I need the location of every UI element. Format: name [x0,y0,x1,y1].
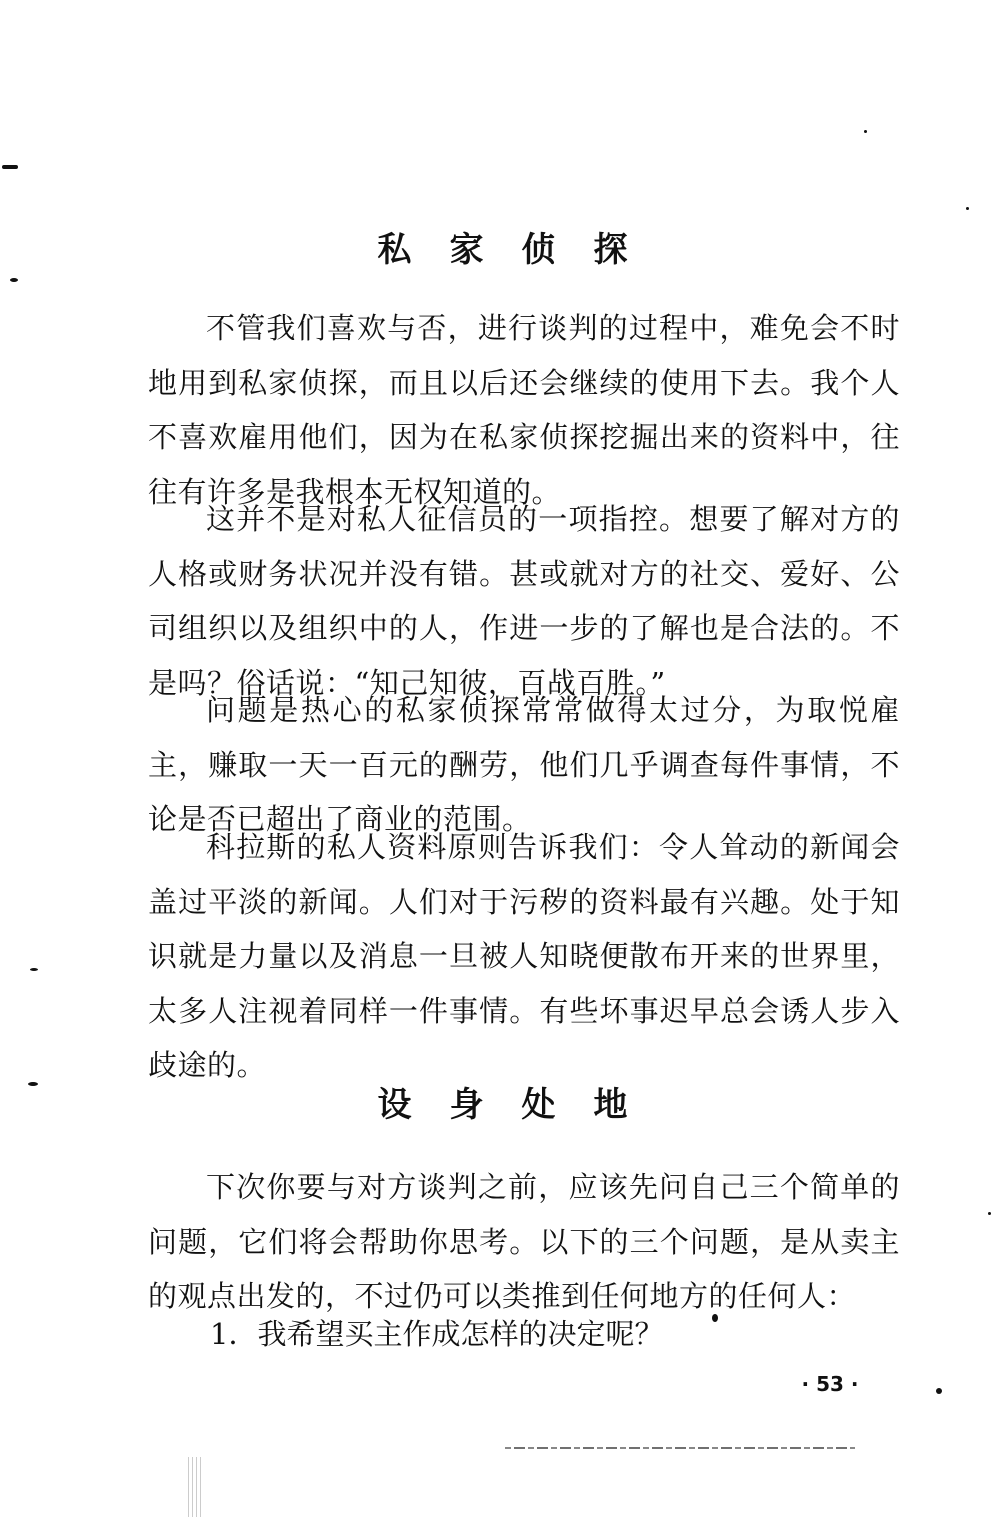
paragraph-5: 下次你要与对方谈判之前，应该先问自己三个简单的问题，它们将会帮助你思考。以下的三个问题，是从卖主的观点出发的，不过仍可以类推到任何地方的任何人： [148,1170,900,1313]
scan-speck [2,165,18,169]
scan-speck [988,1212,991,1215]
scan-speck [864,130,867,133]
list-item-1: 1．我希望买主作成怎样的决定呢？ [210,1317,664,1351]
paragraph-4: 科拉斯的私人资料原则告诉我们：令人耸动的新闻会盖过平淡的新闻。人们对于污秽的资料最有兴趣。处于知识就是力量以及消息一旦被人知晓便散布开来的世界里，太多人注视着同样一件事情。有些坏事迟早总会诱人步入歧途的。 [148,830,900,1082]
scan-speck [936,1388,942,1394]
paragraph-3: 问题是热心的私家侦探常常做得太过分，为取悦雇主，赚取一天一百元的酬劳，他们几乎调查每件事情，不论是否已超出了商业的范围。 [148,693,900,836]
section-heading-empathy: 设身处地 [377,1085,666,1125]
scan-speck [30,968,38,971]
paragraph-2: 这并不是对私人征信员的一项指控。想要了解对方的人格或财务状况并没有错。甚或就对方的社交、爱好、公司组织以及组织中的人，作进一步的了解也是合法的。不是吗？俗话说：“知己知彼，百战百胜。” [148,502,900,700]
scan-speck [712,1314,718,1322]
paragraph-1: 不管我们喜欢与否，进行谈判的过程中，难免会不时地用到私家侦探，而且以后还会继续的使用下去。我个人不喜欢雇用他们，因为在私家侦探挖掘出来的资料中，往往有许多是我根本无权知道的。 [148,311,900,509]
scan-edge-artifact [188,1457,202,1517]
scan-speck [10,278,18,282]
page-number: · 53 · [801,1372,859,1396]
section-heading-private-detective: 私家侦探 [377,230,666,270]
scan-speck [28,1082,38,1086]
scan-speck [966,207,969,210]
scan-line-artifact [505,1447,855,1449]
